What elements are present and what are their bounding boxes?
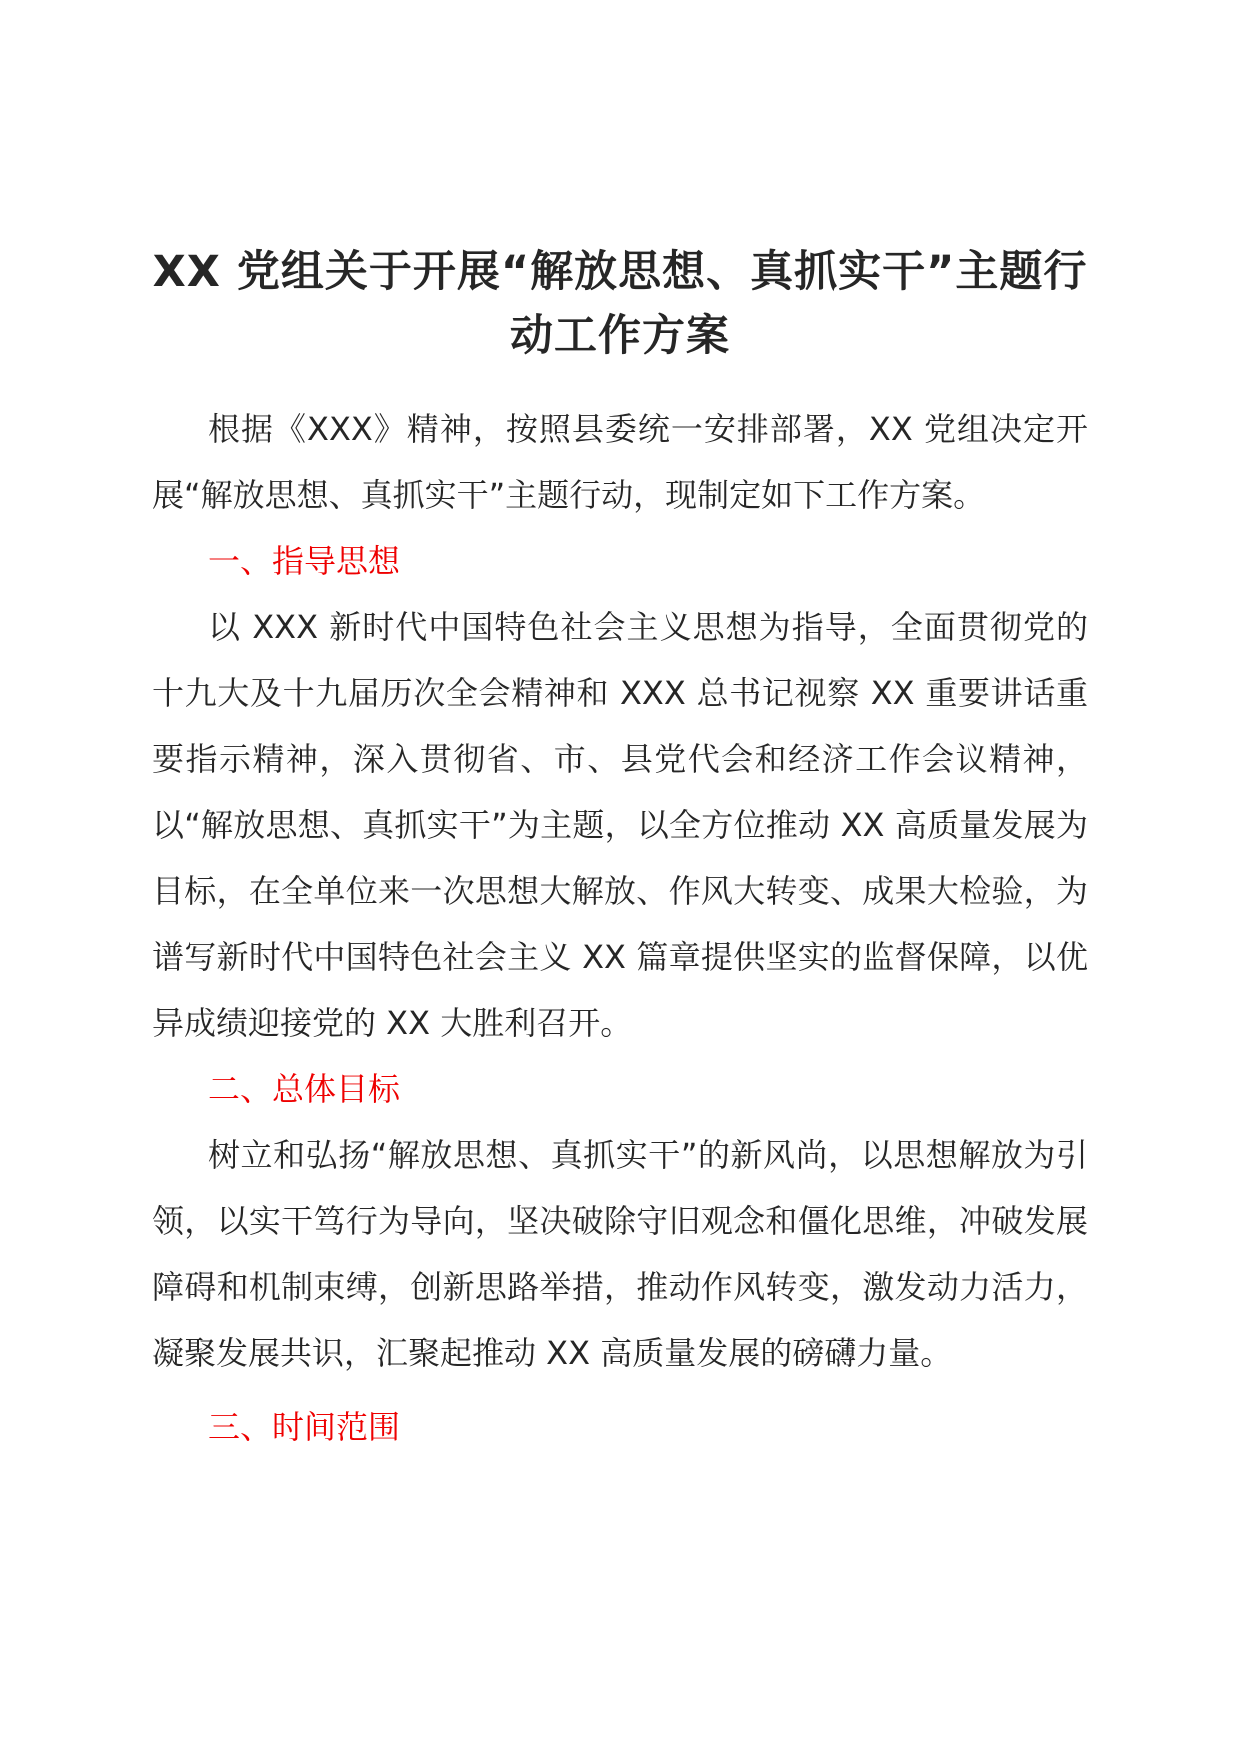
document-body bbox=[152, 396, 1088, 1460]
intro-paragraph: 根据《XXX》精神，按照县委统一安排部署，XX 党组决定开展“解放思想、真抓实干”主题行动，现制定如下工作方案。 bbox=[152, 410, 1088, 514]
section-heading-time-range: 三、时间范围 bbox=[208, 1408, 401, 1446]
section-body-guiding-ideology: 以 XXX 新时代中国特色社会主义思想为指导，全面贯彻党的十九大及十九届历次全会精神和 XXX 总书记视察 XX 重要讲话重要指示精神，深入贯彻省、市、县党代会和经济工作会议精神，以“解放思想、真抓实干”为主题，以全方位推动 XX 高质量发展为目标，在全单位来一次思想大解放、作风大转变、成果大检验，为谱写新时代中国特色社会主义 XX 篇章提供坚实的监督保障，以优异成绩迎接党的 XX 大胜利召开。 bbox=[152, 608, 1088, 1042]
section-heading-guiding-ideology: 一、指导思想 bbox=[208, 542, 401, 580]
document-page bbox=[152, 240, 1088, 1460]
document-title: XX 党组关于开展“解放思想、真抓实干”主题行动工作方案 bbox=[152, 247, 1088, 361]
section-body-overall-goal: 树立和弘扬“解放思想、真抓实干”的新风尚，以思想解放为引领，以实干笃行为导向，坚决破除守旧观念和僵化思维，冲破发展障碍和机制束缚，创新思路举措，推动作风转变，激发动力活力，凝聚发展共识，汇聚起推动 XX 高质量发展的磅礴力量。 bbox=[152, 1136, 1088, 1372]
section-heading-overall-goal: 二、总体目标 bbox=[208, 1070, 401, 1108]
